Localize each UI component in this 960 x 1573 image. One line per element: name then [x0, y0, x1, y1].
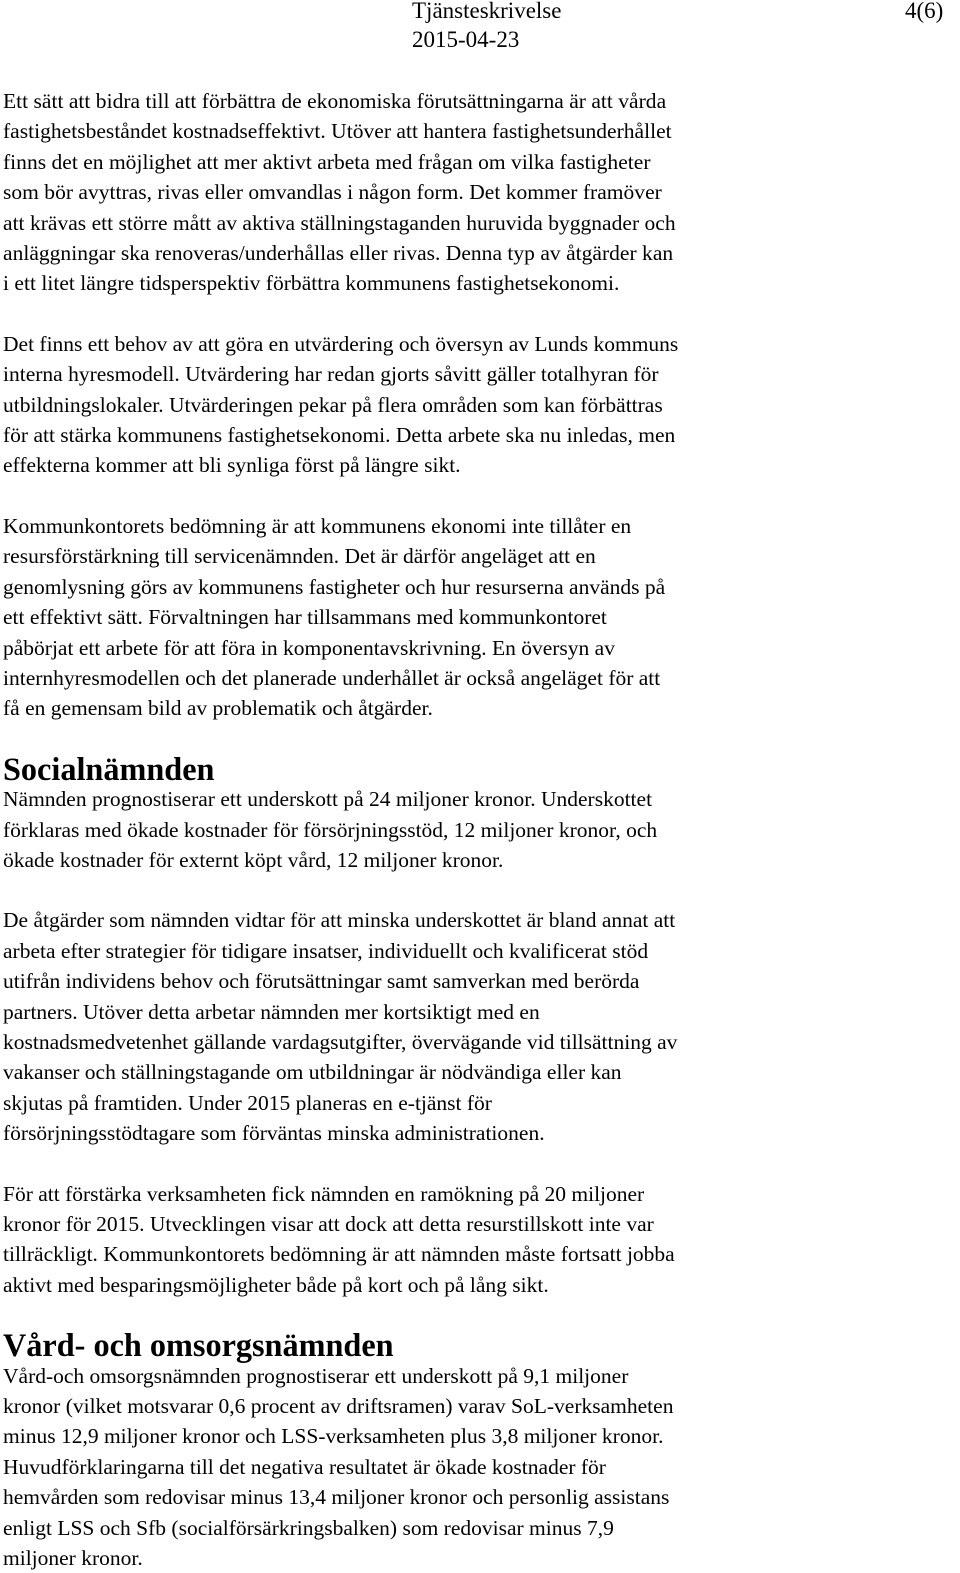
- paragraph-rent-model: Det finns ett behov av att göra en utvärdering och översyn av Lunds kommuns interna hyresmodell. Utvärdering har redan gjorts såvitt gäller totalhyran för utbildningslokaler. Utvärderingen pekar på flera områden som kan förbättras för att stärka kommunens fastighetsekonomi. Detta arbete ska nu inledas, men effekterna kommer att bli synliga först på längre sikt.: [3, 331, 679, 478]
- paragraph-social-forecast: Nämnden prognostiserar ett underskott på 24 miljoner kronor. Underskottet förklaras med ökade kostnader för försörjningsstöd, 12 miljoner kronor, och ökade kostnader för externt köpt vård, 12 miljoner kronor.: [3, 787, 658, 872]
- paragraph-office-assessment: Kommunkontorets bedömning är att kommunens ekonomi inte tillåter en resursförstärkning till servicenämnden. Det är därför angeläget att en genomlysning görs av kommunens fastigheter och hur resurserna används på ett effektivt sätt. Förvaltningen har tillsammans med kommunkontoret påbörjat ett arbete för att föra in komponentavskrivning. En översyn av internhyresmodellen och det planerade underhållet är också angeläget för att få en gemensam bild av problematik och åtgärder.: [3, 513, 666, 721]
- section-care: [3, 1327, 957, 1573]
- document-body: [3, 86, 957, 1573]
- document-date: 2015-04-23: [412, 27, 520, 52]
- page-number: 4(6): [905, 0, 944, 23]
- section-heading-social: Socialnämnden: [3, 750, 215, 787]
- section-heading-care: Vård- och omsorgsnämnden: [3, 1327, 394, 1364]
- document-type: Tjänsteskrivelse: [412, 0, 562, 23]
- paragraph-property-costs: Ett sätt att bidra till att förbättra de ekonomiska förutsättningarna är att vårda fastighetsbeståndet kostnadseffektivt. Utöver att hantera fastighetsunderhållet finns det en möjlighet att mer aktivt arbeta med frågan om vilka fastigheter som bör avyttras, rivas eller omvandlas i någon form. Det kommer framöver att krävas ett större mått av aktiva ställningstaganden huruvida byggnader och anläggningar ska renoveras/underhållas eller rivas. Denna typ av åtgärder kan i ett litet längre tidsperspektiv förbättra kommunens fastighetsekonomi.: [3, 89, 676, 296]
- paragraph-care-forecast: Vård-och omsorgsnämnden prognostiserar ett underskott på 9,1 miljoner kronor (vilket motsvarar 0,6 procent av driftsramen) varav SoL-verksamheten minus 12,9 miljoner kronor och LSS-verksamheten plus 3,8 miljoner kronor. Huvudförklaringarna till det negativa resultatet är ökade kostnader för hemvården som redovisar minus 13,4 miljoner kronor och personlig assistans enligt LSS och Sfb (socialförsärkringsbalken) som redovisar minus 7,9 miljoner kronor.: [3, 1363, 674, 1571]
- section-social: [3, 750, 957, 1301]
- paragraph-social-measures: De åtgärder som nämnden vidtar för att minska underskottet är bland annat att arbeta efter strategier för tidigare insatser, individuellt och kvalificerat stöd utifrån individens behov och förutsättningar samt samverkan med berörda partners. Utöver detta arbetar nämnden mer kortsiktigt med en kostnadsmedvetenhet gällande vardagsutgifter, övervägande vid tillsättning av vakanser och ställningstagande om utbildningar är nödvändiga eller kan skjutas på framtiden. Under 2015 planeras en e-tjänst för försörjningsstödtagare som förväntas minska administrationen.: [3, 908, 678, 1146]
- paragraph-social-funding: För att förstärka verksamheten fick nämnden en ramökning på 20 miljoner kronor för 2015. Utvecklingen visar att dock att detta resurstillskott inte var tillräckligt. Kommunkontorets bedömning är att nämnden måste fortsatt jobba aktivt med besparingsmöjligheter både på kort och på lång sikt.: [3, 1181, 675, 1297]
